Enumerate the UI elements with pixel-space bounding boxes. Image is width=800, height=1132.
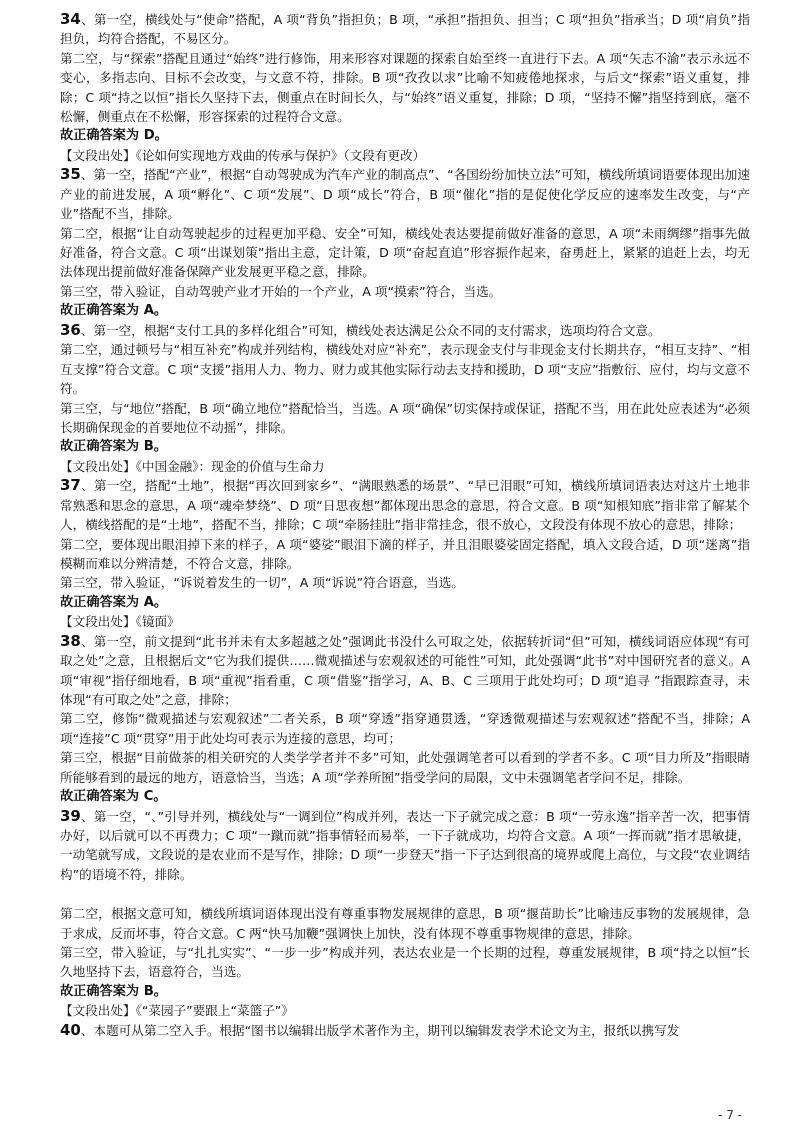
- q36-text-1: 、第一空，根据“支付工具的多样化组合”可知，横线处表达满足公众不同的支付需求，选项均符合文意。: [80, 322, 661, 338]
- q38-answer: 故正确答案为 C。: [60, 789, 167, 804]
- q35-paragraph-3: 第三空，带入验证，自动驾驶产业才开始的一个产业，A 项“摸索”符合，当选。: [60, 283, 502, 299]
- q34-paragraph-2: 第二空，与“探索”搭配且通过“始终”进行修饰，用来形容对课题的探索自始至终一直进行下去。A 项“矢志不渝”表示永远不变心，多指志向、目标不会改变，与文意不符，排除。B 项“孜孜以求”比喻不知疲倦地探求，与后文“探索”语义重复，排除；C 项“持之以恒”指长久坚持下去，侧重点在时间长久，与“始终”语义重复，排除；D 项，“坚持不懈”指坚持到底，毫不松懈，侧重点在不松懈，形容探索的过程符合文意。: [60, 50, 750, 125]
- q35-paragraph-2: 第二空，根据“让自动驾驶起步的过程更加平稳、安全”可知，横线处表达要提前做好准备的意思，A 项“未雨绸缪”指事先做好准备，符合文意。C 项“出谋划策”指出主意，定计策，D 项“奋起直追”形容振作起来，奋勇赶上，紧紧的追赶上去，均无法体现出提前做好准备保障产业发展更平稳之意，排除。: [60, 225, 750, 280]
- q39-paragraph-3: 第三空，带入验证，与“扎扎实实”、“一步一步”构成并列，表达农业是一个长期的过程，尊重发展规律，B 项“持之以恒”长久地坚持下去，语意符合，当选。: [60, 945, 750, 980]
- document-body: [60, 10, 750, 1040]
- q38-paragraph-2: 第二空，修饰“微观描述与宏观叙述”二者关系，B 项“穿透”指穿通贯透，“穿透微观描述与宏观叙述”搭配不当，排除；A 项“连接”C 项“贯穿”用于此处均可表示为连接的意思，均可；: [60, 711, 750, 746]
- q36-number: 36: [60, 320, 81, 339]
- q40-number: 40: [60, 1020, 81, 1039]
- q39-number: 39: [60, 806, 81, 825]
- q37-paragraph-2: 第二空，要体现出眼泪掉下来的样子，A 项“婆娑”眼泪下滴的样子，并且泪眼婆娑固定搭配，填入文段合适，D 项“迷离”指模糊而难以分辨清楚，不符合文意，排除。: [60, 536, 750, 571]
- q36-paragraph-3: 第三空，与“地位”搭配，B 项“确立地位”搭配恰当，当选。A 项“确保”切实保持或保证，搭配不当，用在此处应表述为“必须长期确保现金的首要地位不动摇”，排除。: [60, 400, 750, 435]
- q37-text-1: 、第一空，搭配“土地”，根据“再次回到家乡”、“满眼熟悉的场景”、“早已泪眼”可知，横线所填词语表达对这片土地非常熟悉和思念的意思，A 项“魂牵梦绕”、D 项“日思夜想”都体现出思念的意思，符合文意。B 项“知根知底”指非常了解某个人，横线搭配的是“土地”，搭配不当，排除；C 项“牵肠挂肚”指非常挂念，很不放心，文段没有体现不放心的意思，排除；: [60, 478, 750, 533]
- q37-paragraph-3: 第三空，带入验证，“诉说着发生的一切”，A 项“诉说”符合语意，当选。: [60, 575, 464, 591]
- page-number: - 7 -: [718, 1108, 742, 1122]
- q35-paragraph-1: [60, 165, 750, 223]
- q38-paragraph-1: [60, 632, 750, 710]
- q39-answer: 故正确答案为 B。: [60, 983, 167, 999]
- q34-source: 【文段出处】《论如何实现地方戏曲的传承与保护》（文段有更改）: [60, 148, 426, 164]
- q35-number: 35: [60, 165, 81, 184]
- q39-paragraph-1: [60, 807, 750, 885]
- q37-source: 【文段出处】《镜面》: [60, 614, 180, 630]
- q40-paragraph-1: [60, 1021, 750, 1040]
- q34-number: 34: [60, 10, 81, 28]
- blank-line: [60, 884, 750, 904]
- q36-source: 【文段出处】《中国金融》：现金的价值与生命力: [60, 458, 325, 474]
- q36-paragraph-2: 第二空，通过顿号与“相互补充”构成并列结构，横线处对应“补充”，表示现金支付与非现金支付长期共存，“相互支持”、“相互支撑”符合文意。C 项“支援”指用人力、物力、财力或其他实际行动去支持和援助，D 项“支应”指敷衍、应付，均与文意不符。: [60, 342, 750, 397]
- q39-source: 【文段出处】《“菜园子”要跟上“菜篮子”》: [60, 1003, 294, 1019]
- q35-text-1: 、第一空，搭配“产业”，根据“自动驾驶成为汽车产业的制高点”、“各国纷纷加快立法”可知，横线所填词语要体现出加速产业的前进发展，A 项“孵化”、C 项“发展”、D 项“成长”符合，B 项“催化”指的是促使化学反应的速率发生改变，与“产业”搭配不当，排除。: [60, 167, 750, 222]
- q38-text-1: 、第一空，前文提到“此书并未有太多超越之处”强调此书没什么可取之处，依据转折词“但”可知，横线词语应体现“有可取之处”之意，且根据后文“它为我们提供……微观描述与宏观叙述的可能性”可知，此处强调“此书”对中国研究者的意义。A 项“审视”指仔细地看，B 项“重视”指看重，C 项“借鉴”指学习，A、B、C 三项用于此处均可；D 项“追寻 ”指跟踪查寻，未体现“有可取之处”之意，排除；: [60, 633, 750, 707]
- q34-text-1: 、第一空，横线处与“使命”搭配，A 项“背负”指担负；B 项，“承担”指担负、担当；C 项“担负”指承当；D 项“肩负”指担负，均符合搭配，不易区分。: [60, 12, 750, 47]
- q39-text-1: 、第一空，“、”引导并列，横线处与“一调到位”构成并列，表达一下子就完成之意：B 项“一劳永逸”指辛苦一次，把事情办好，以后就可以不再费力；C 项“一蹴而就”指事情轻而易举，一下子就成功，均符合文意。A 项“一挥而就”指才思敏捷，一动笔就写成，文段说的是农业而不是写作，排除；D 项“一步登天”指一下子达到很高的境界或爬上高位，与文段“农业调结构”的语境不符，排除。: [60, 808, 750, 882]
- q39-paragraph-2: 第二空，根据文意可知，横线所填词语体现出没有尊重事物发展规律的意思，B 项“揠苗助长”比喻违反事物的发展规律，急于求成，反而坏事，符合文意。C 两“快马加鞭”强调快上加快，没有体现不尊重事物规律的意思，排除。: [60, 906, 750, 941]
- q38-number: 38: [60, 631, 81, 650]
- q37-number: 37: [60, 476, 81, 495]
- q37-answer: 故正确答案为 A。: [60, 594, 168, 610]
- q34-paragraph-1: [60, 10, 750, 49]
- q35-answer: 故正确答案为 A。: [60, 303, 168, 319]
- q36-answer: 故正确答案为 B。: [60, 439, 167, 455]
- q36-paragraph-1: [60, 321, 750, 340]
- q40-text-1: 、本题可从第二空入手。根据“图书以编辑出版学术著作为主，期刊以编辑发表学术论文为主，报纸以携写发: [80, 1022, 680, 1038]
- q38-paragraph-3: 第三空，根据“目前做茶的相关研究的人类学学者并不多”可知，此处强调笔者可以看到的学者不多。C 项“目力所及”指眼睛所能够看到的最远的地方，语意恰当，当选；A 项“学养所囿”指受学问的局限，文中未强调笔者学问不足，排除。: [60, 750, 750, 785]
- q34-answer: 故正确答案为 D。: [60, 128, 168, 144]
- q37-paragraph-1: [60, 476, 750, 534]
